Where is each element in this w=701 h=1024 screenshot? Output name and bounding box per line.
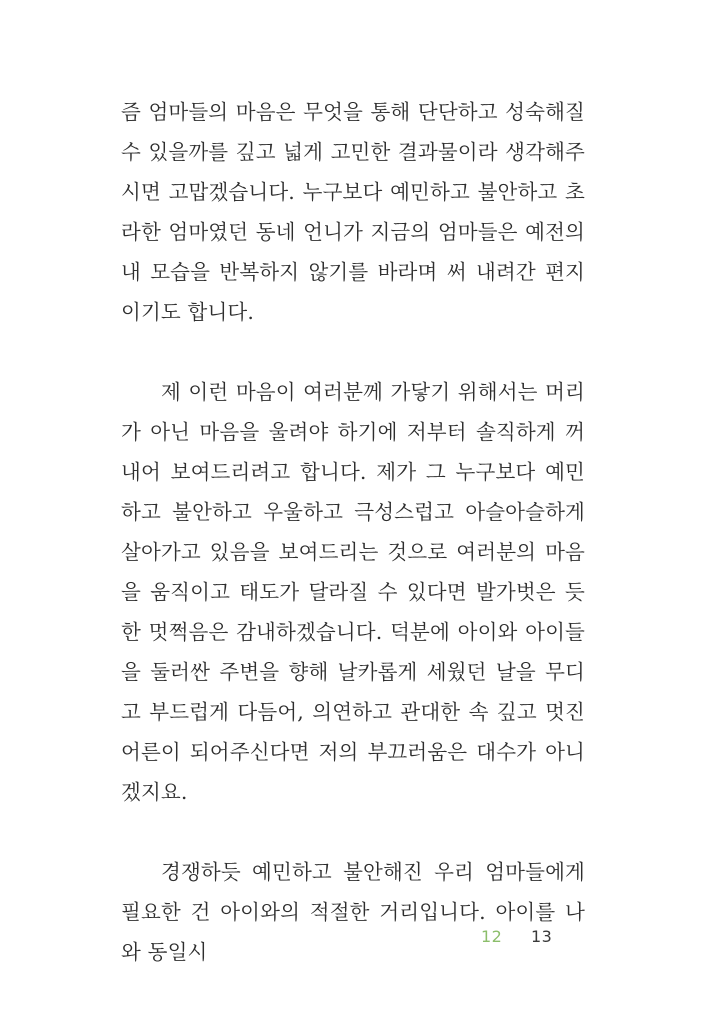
page-number-right: 13 [531,927,553,946]
paragraph-2: 제 이런 마음이 여러분께 가닿기 위해서는 머리가 아닌 마음을 울려야 하기에 저부터 솔직하게 꺼내어 보여드리려고 합니다. 제가 그 누구보다 예민하고 불안하고 우울하고 극성스럽고 아슬아슬하게 살아가고 있음을 보여드리는 것으로 여러분의 마음을 움직이고 태도가 달라질 수 있다면 발가벗은 듯한 멋쩍음은 감내하겠습니다. 덕분에 아이와 아이들을 둘러싼 주변을 향해 날카롭게 세웠던 날을 무디고 부드럽게 다듬어, 의연하고 관대한 속 깊고 멋진 어른이 되어주신다면 저의 부끄러움은 대수가 아니겠지요. [121,380,585,804]
body-text-column [121,92,585,972]
paragraph-continued: 즘 엄마들의 마음은 무엇을 통해 단단하고 성숙해질 수 있을까를 깊고 넓게 고민한 결과물이라 생각해주시면 고맙겠습니다. 누구보다 예민하고 불안하고 초라한 엄마였던 동네 언니가 지금의 엄마들은 예전의 내 모습을 반복하지 않기를 바라며 써 내려간 편지이기도 합니다. [121,100,585,324]
page-number-left: 12 [481,927,503,946]
page-footer [0,926,701,956]
paragraph-3: 경쟁하듯 예민하고 불안해진 우리 엄마들에게 필요한 건 아이와의 적절한 거리입니다. 아이를 나와 동일시 [121,860,585,964]
